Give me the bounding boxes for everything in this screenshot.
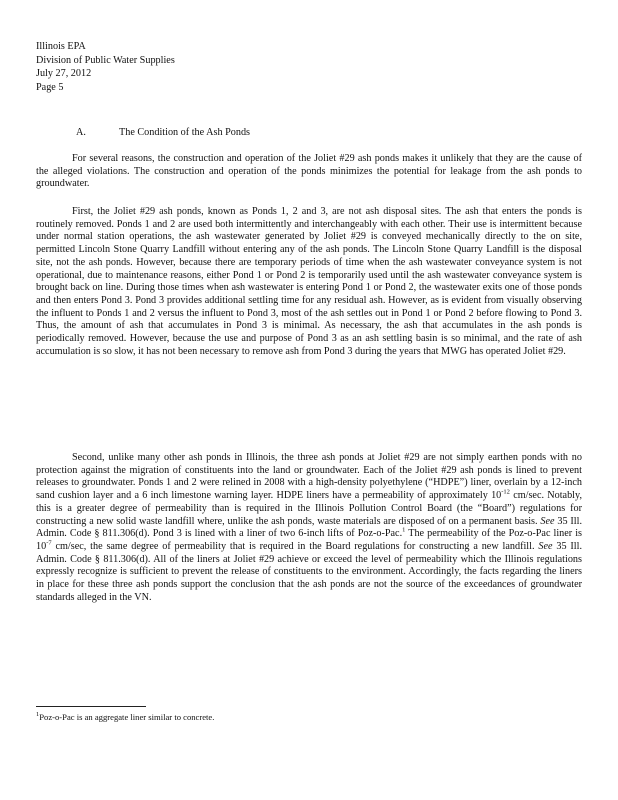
paragraph-first-reason: First, the Joliet #29 ash ponds, known as Ponds 1, 2 and 3, are not ash disposal sites. The ash that enters the ponds is routinely removed. Ponds 1 and 2 are used both intermittently and interchangeably with each other. Their use is intermittent because under normal station operations, the ash wastewater generated by Joliet #29 is conveyed mechanically directly to the on site, permitted Lincoln Stone Quarry Landfill without entering any of the ash ponds. The Lincoln Stone Quarry Landfill is the disposal site, not the ash ponds. However, because there are temporary periods of time when the ash wastewater conveyance system is not operational, due to maintenance reasons, either Pond 1 or Pond 2 is temporarily used until the ash wastewater conveyance system is brought back on line. During those times when ash wastewater is entering Pond 1 or Pond 2, the wastewater exits one of those ponds and then enters Pond 3. Pond 3 provides additional settling time for any residual ash. However, as is evident from visually observing the influent to Ponds 1 and 2 versus the influent to Pond 3, most of the ash settles out in Pond 1 or Pond 2 before flowing to Pond 3. Thus, the amount of ash that accumulates in Pond 3 is minimal. As necessary, the ash that accumulates in the ash ponds is periodically removed. However, because the use and purpose of Pond 3 as an ash settling basin is so minimal, and the rate of ash accumulation is so slow, it has not been necessary to remove ash from Pond 3 during the years that MWG has operated Joliet #29. [36, 206, 582, 357]
citation-signal: See [538, 540, 553, 552]
letterhead-page-number: Page 5 [36, 81, 64, 93]
citation-signal: See [540, 515, 555, 527]
letterhead-recipient: Illinois EPA [36, 41, 86, 52]
letterhead [36, 40, 175, 94]
paragraph-text: The permeability of the Poz-o-Pac liner is 10 [36, 528, 583, 552]
section-heading [76, 126, 250, 140]
section-title: The Condition of the Ash Ponds [119, 127, 251, 138]
paragraph-text: cm/sec. Notably, this is a greater degree of permeability than is required in the Illinois Pollution Control Board (the “Board”) regulations for constructing a new solid waste landfill where, unlike the ash ponds, waste materials are disposed of on a permanent basis. [36, 490, 582, 527]
exponent: -7 [46, 539, 52, 547]
paragraph-intro: For several reasons, the construction and operation of the Joliet #29 ash ponds makes it unlikely that they are the cause of the alleged violations. The construction and operation of the ponds minimizes the potential for leakage from the ash ponds to groundwater. [36, 153, 582, 190]
paragraph-text: 35 Ill. Admin. Code § 811.306(d). Pond 3 is lined with a liner of two 6-inch lifts of Poz-o-Pac. [36, 515, 582, 540]
footnote [36, 712, 582, 723]
paragraph-text: cm/sec, the same degree of permeability that is required in the Board regulations for constructing a new landfill. [51, 540, 539, 552]
footnote-text: Poz-o-Pac is an aggregate liner similar to concrete. [39, 712, 215, 722]
footnote-reference: 1 [402, 526, 406, 534]
section-number: A. [76, 127, 86, 138]
paragraph-second-reason [36, 452, 582, 604]
paragraph-text: Second, unlike many other ash ponds in Illinois, the three ash ponds at Joliet #29 are not simply earthen ponds with no protection against the migration of constituents into the land or groundwater. Each of the Joliet #29 ash ponds is lined to prevent releases to groundwater. Ponds 1 and 2 were relined in 2008 with a high-density polyethylene (“HDPE”) liner, overlain by a 12-inch sand cushion layer and a 6 inch limestone warning layer. HDPE liners have a permeability of approximately 10 [36, 452, 582, 502]
letterhead-date: July 27, 2012 [36, 68, 92, 80]
footnote-marker: 1 [36, 711, 40, 719]
footnote-divider [36, 706, 146, 707]
letterhead-division: Division of Public Water Supplies [36, 54, 175, 66]
exponent: -12 [501, 488, 510, 496]
paragraph-text: 35 Ill. Admin. Code § 811.306(d). All of the liners at Joliet #29 achieve or exceed the level of permeability which the Illinois regulations expressly recognize is sufficient to prevent the release of constituents to the environment. Accordingly, the facts regarding the liners in place for these three ash ponds support the conclusion that the ash ponds are not the source of the exceedances of groundwater standards alleged in the VN. [36, 540, 582, 603]
